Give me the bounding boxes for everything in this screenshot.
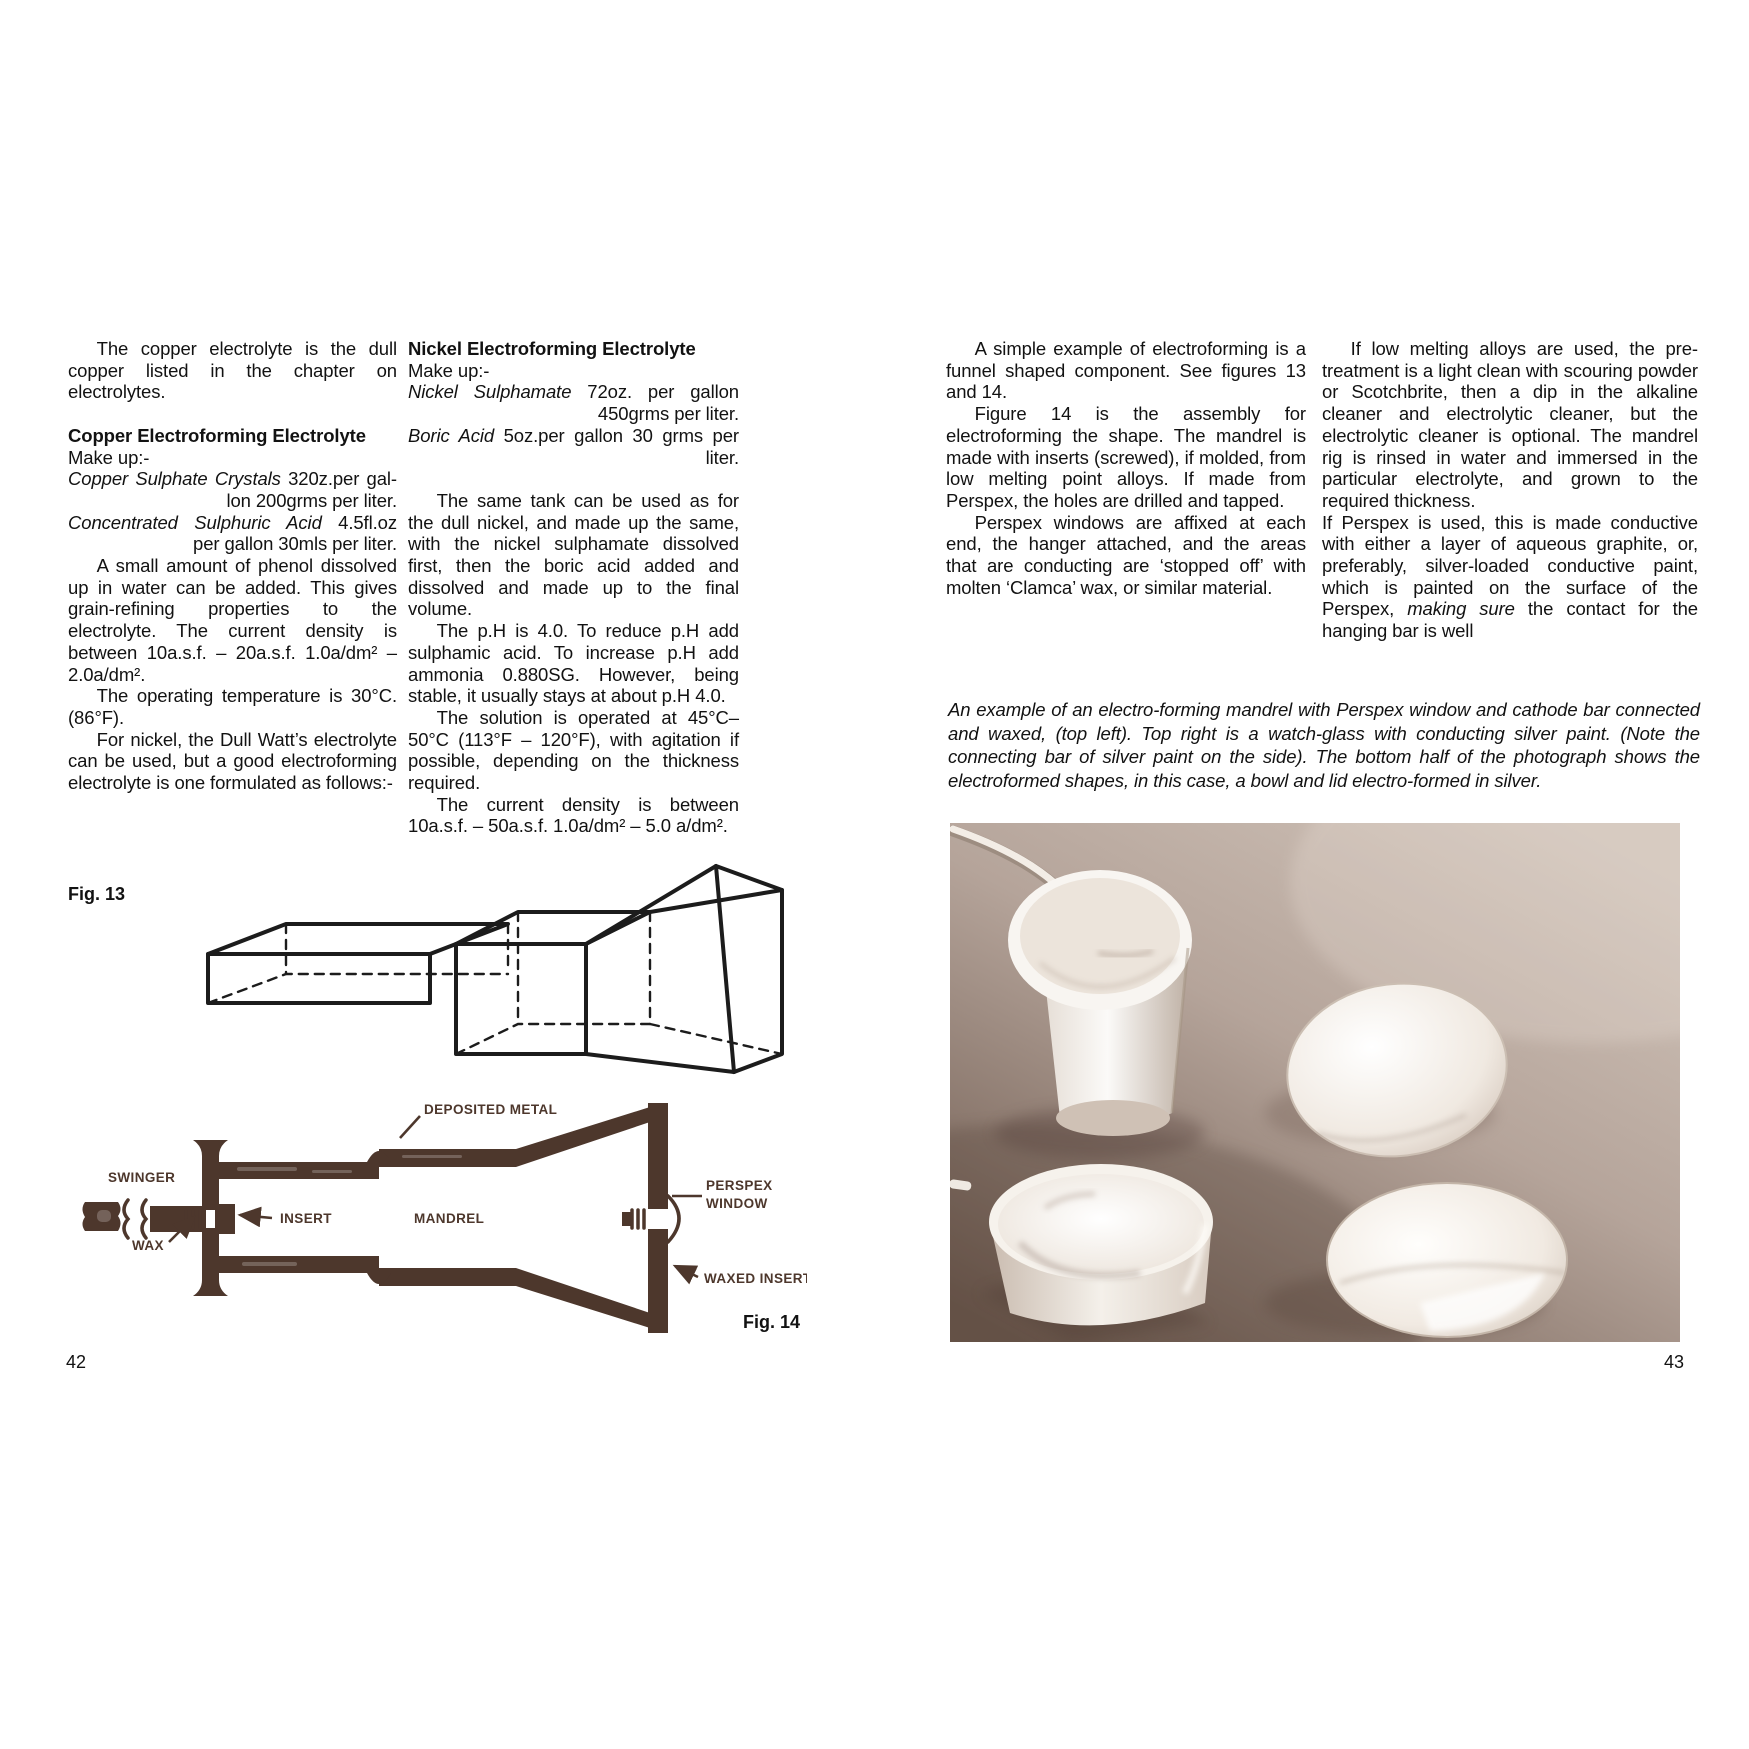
section-heading xyxy=(408,338,739,360)
spacer xyxy=(68,403,397,425)
text-run: A small amount of phenol dissolved up in water can be added. This gives grain-refining properties to the electrolyte. The current density is between 10a.s.f. – 20a.s.f. 1.0a/dm² – 2.0a/dm². xyxy=(68,555,397,685)
left-page-number: 42 xyxy=(66,1352,87,1372)
makeup-line xyxy=(68,512,397,534)
makeup-line xyxy=(408,425,739,447)
text-run: The p.H is 4.0. To reduce p.H add sulphamic acid. To increase p.H add ammonia 0.880SG. However, being stable, it usually stays at about p.H 4.0. xyxy=(408,620,739,707)
fig14-label: Fig. 14 xyxy=(742,1312,800,1332)
mandrel-label: MANDREL xyxy=(414,1211,485,1226)
domed-lid xyxy=(1327,1183,1567,1337)
electroformed-shapes-photo xyxy=(950,823,1680,1342)
perspex-window-label-line2: WINDOW xyxy=(706,1196,768,1211)
text-run: Copper Electroforming Electrolyte xyxy=(68,424,366,446)
text-run: A simple example of electroforming is a funnel shaped component. See figures 13 and 14. xyxy=(946,338,1306,403)
perspex-window-label-line1: PERSPEX xyxy=(706,1178,773,1193)
makeup-line xyxy=(68,490,397,512)
text-run: If low melting alloys are used, the pre-treatment is a light clean with scouring powder or Scotchbrite, then a dip in the alkaline cleaner and electrolytic cleaner, but the electrolytic cleaner is optional. The mandrel rig is rinsed in water and immersed in the particular electrolyte, and grown to the required thickness. xyxy=(1322,338,1698,511)
text-run: Copper Sulphate Crystals xyxy=(68,468,281,490)
text-run: Make up:- xyxy=(408,359,490,381)
spacer xyxy=(408,468,739,490)
text-run: If Perspex is used, this is made conductive with either a layer of aqueous graphite, or, preferably, silver-loaded conductive paint, which is painted on the surface of the Perspex, xyxy=(1322,511,1698,620)
makeup-line xyxy=(408,381,739,403)
text-run: 5oz.per gallon 30 grms per xyxy=(494,424,739,446)
text-run: the contact for the hanging bar is well xyxy=(1322,598,1699,642)
text-run: Perspex windows are affixed at each end, the hanger attached, and the areas that are conducting are ‘stopped off’ with molten ‘Clamca’ wax, or similar material. xyxy=(946,511,1306,598)
paragraph xyxy=(946,512,1306,599)
makeup-line xyxy=(408,447,739,469)
paragraph xyxy=(946,403,1306,512)
makeup-line xyxy=(408,403,739,425)
paragraph xyxy=(408,620,739,707)
paragraph xyxy=(408,794,739,837)
swinger-label: SWINGER xyxy=(108,1170,176,1185)
right-page-column-2 xyxy=(1322,338,1698,642)
funnel-component-diagram xyxy=(198,856,790,1086)
text-run: Nickel Sulphamate xyxy=(408,381,572,403)
wax-label: WAX xyxy=(132,1238,164,1253)
text-run: Boric Acid xyxy=(408,424,495,446)
text-run: per gallon 30mls per liter. xyxy=(193,533,397,555)
paragraph xyxy=(68,338,397,403)
paragraph xyxy=(68,555,397,685)
makeup-line xyxy=(408,360,739,382)
section-heading xyxy=(68,425,397,447)
text-run: 450grms per liter. xyxy=(597,403,739,425)
paragraph xyxy=(946,338,1306,403)
text-run: 72oz. per gallon xyxy=(571,381,740,403)
paragraph xyxy=(408,490,739,620)
text-run: Figure 14 is the assembly for electroforming the shape. The mandrel is made with inserts (screwed), if molded, from low melting point alloys. If made from Perspex, the holes are drilled and tapped. xyxy=(946,403,1306,511)
deposited-metal-label: DEPOSITED METAL xyxy=(424,1102,558,1117)
left-page-column-2 xyxy=(408,338,739,837)
text-run: 320z.per gal- xyxy=(280,468,397,490)
text-run: making sure xyxy=(1407,598,1515,620)
paragraph xyxy=(1322,338,1698,512)
left-page-column-1 xyxy=(68,338,397,794)
right-page-column-1 xyxy=(946,338,1306,598)
text-run: 4.5fl.oz xyxy=(321,511,397,533)
text-run: The solution is operated at 45°C–50°C (113°F – 120°F), with agitation if possible, depending on the thickness required. xyxy=(408,706,739,794)
paragraph xyxy=(1322,512,1698,642)
makeup-line xyxy=(68,468,397,490)
text-run: liter. xyxy=(705,446,739,468)
photo xyxy=(950,823,1680,1342)
right-page-number: 43 xyxy=(1664,1352,1685,1372)
text-run: Make up:- xyxy=(68,446,150,468)
text-run: lon 200grms per liter. xyxy=(226,489,397,511)
text-run: The current density is between 10a.s.f. – 50a.s.f. 1.0a/dm² – 5.0 a/dm². xyxy=(408,793,739,837)
text-run: The operating temperature is 30°C. (86°F). xyxy=(68,685,397,728)
paragraph xyxy=(68,685,397,728)
fig13-drawing xyxy=(198,856,790,1086)
fig13-label: Fig. 13 xyxy=(68,884,126,904)
waxed-insert-label: WAXED INSERT xyxy=(704,1271,807,1286)
makeup-line xyxy=(68,447,397,469)
text-run: For nickel, the Dull Watt’s electrolyte can be used, but a good electroforming electrolyte is one formulated as follows:- xyxy=(68,728,397,794)
text-run: Concentrated Sulphuric Acid xyxy=(68,511,322,533)
text-run: The copper electrolyte is the dull copper listed in the chapter on electrolytes. xyxy=(68,338,397,403)
paragraph xyxy=(408,707,739,794)
insert-label: INSERT xyxy=(280,1211,332,1226)
makeup-line xyxy=(68,533,397,555)
text-run: The same tank can be used as for the dull nickel, and made up the same, with the nickel sulphamate dissolved first, then the boric acid added and dissolved and made up to the final volume. xyxy=(408,489,739,620)
bowl xyxy=(989,1164,1213,1325)
paragraph xyxy=(68,729,397,794)
photo-caption: An example of an electro-forming mandrel with Perspex window and cathode bar connected and waxed, (top left). Top right is a watch-glass with conducting silver paint. (Note the connecting bar of silver paint on the side). The bottom half of the photograph shows the electroformed shapes, in this case, a bowl and lid electro-formed in silver. xyxy=(948,699,1700,791)
text-run: Nickel Electroforming Electrolyte xyxy=(408,338,696,359)
